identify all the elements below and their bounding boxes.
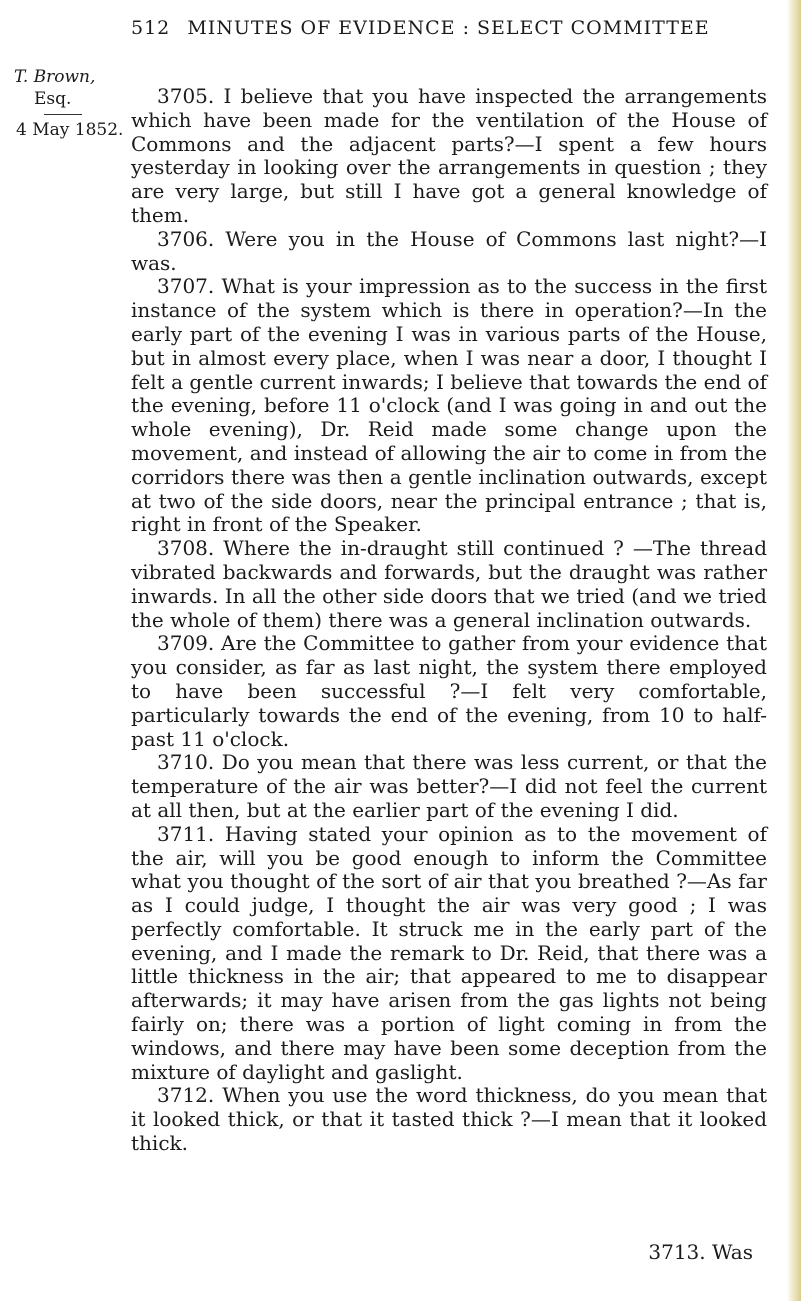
question-3709: 3709. Are the Committee to gather from your evidence that you consider, as far as last night, the system there employed to have been successful ?—I felt very comfortable, particularly towards the end of the evening, from 10 to half-past 11 o'clock. [131, 631, 767, 751]
question-3711: 3711. Having stated your opinion as to the movement of the air, will you be good enough to inform the Committee what you thought of the sort of air that you breathed ?—As far as I could judge, I thought the air was very good ; I was perfectly comfortable. It struck me in the early part of the evening, and I made the remark to Dr. Reid, that there was a little thickness in the air; that appeared to me to disappear afterwards; it may have arisen from the gas lights not being fairly on; there was a portion of light coming in from the windows, and there may have been some deception from the mixture of daylight and gaslight. [131, 821, 767, 1084]
evidence-date: 4 May 1852. [16, 120, 124, 140]
question-3708: 3708. Where the in-draught still continued ? —The thread vibrated backwards and forwards, but the draught was rather inwards. In all the other side doors that we tried (and we tried the whole of them) there was a general inclination outwards. [131, 536, 767, 632]
question-3710: 3710. Do you mean that there was less current, or that the temperature of the air was better?—I did not feel the current at all then, but at the earlier part of the evening I did. [131, 750, 767, 822]
question-3705: 3705. I believe that you have inspected the arrangements which have been made for the ventilation of the House of Commons and the adjacent parts?—I spent a few hours yesterday in looking over the arrangements in question ; they are very large, but still I have got a general knowledge of them. [131, 84, 767, 227]
catchword: 3713. Was [648, 1240, 753, 1264]
running-head [131, 8, 771, 48]
witness-suffix: Esq. [34, 89, 72, 109]
question-3707: 3707. What is your impression as to the success in the first instance of the system which is there in operation?—In the early part of the evening I was in various parts of the House, but in almost every place, when I was near a door, I thought I felt a gentle current inwards; I believe that towards the end of the evening, before 11 o'clock (and I was going in and out the whole evening), Dr. Reid made some change upon the movement, and instead of allowing the air to come in from the corridors there was then a gentle inclination outwards, except at two of the side doors, near the principal entrance ; that is, right in front of the Speaker. [131, 274, 767, 537]
page-number: 512 [131, 17, 171, 39]
evidence-text [131, 85, 767, 1156]
question-3712: 3712. When you use the word thickness, do you mean that it looked thick, or that it tasted thick ?—I mean that it looked thick. [131, 1083, 767, 1156]
running-title: MINUTES OF EVIDENCE : SELECT COMMITTEE [187, 17, 710, 39]
margin-note [14, 66, 126, 141]
witness-name: T. Brown, [14, 67, 96, 87]
margin-rule [44, 114, 82, 115]
page-edge [787, 0, 801, 1301]
question-3706: 3706. Were you in the House of Commons last night?—I was. [131, 226, 767, 275]
